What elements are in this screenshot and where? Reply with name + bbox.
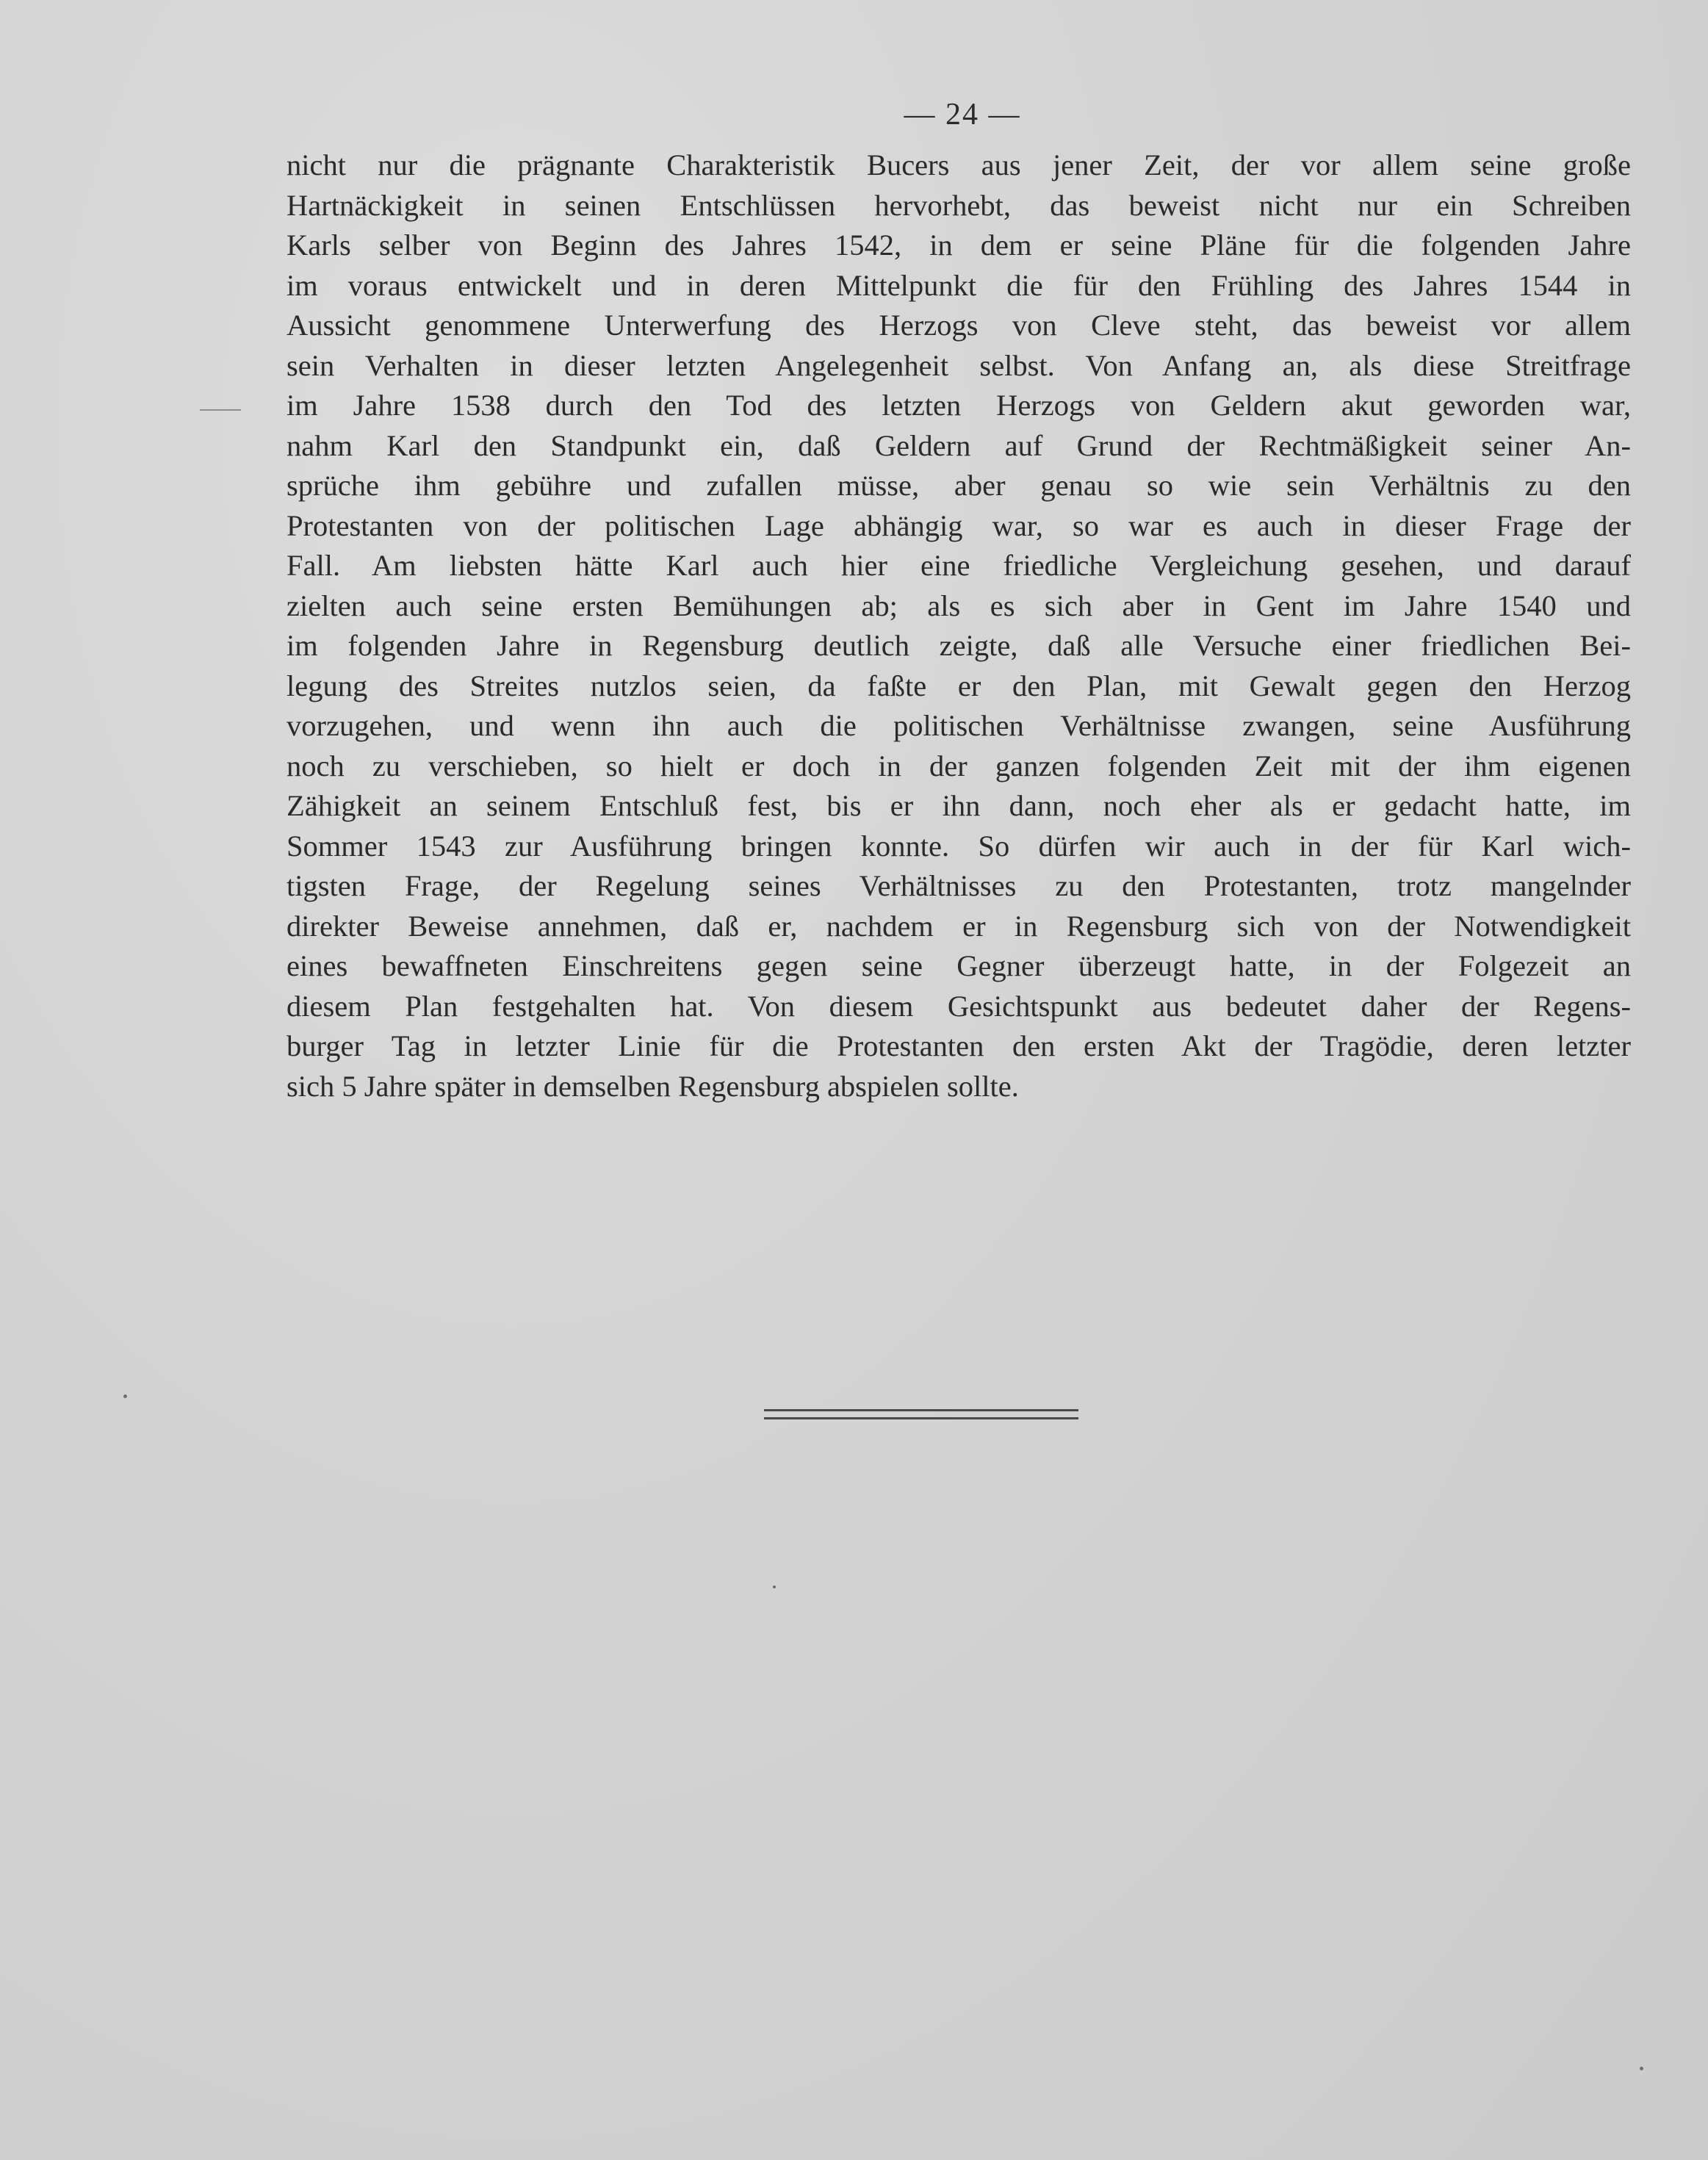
- text-line: Hartnäckigkeit in seinen Entschlüssen hervorhebt, das beweist nicht nur ein Schreiben: [287, 188, 1631, 222]
- scan-speck: [1640, 2067, 1643, 2070]
- text-line: nicht nur die prägnante Charakteristik Bucers aus jener Zeit, der vor allem seine große: [287, 148, 1631, 181]
- text-line: diesem Plan festgehalten hat. Von diesem Gesichtspunkt aus bedeutet daher der Regens-: [287, 989, 1631, 1023]
- text-line: im Jahre 1538 durch den Tod des letzten Herzogs von Geldern akut geworden war,: [287, 389, 1631, 422]
- text-line: legung des Streites nutzlos seien, da faßte er den Plan, mit Gewalt gegen den Herzog: [287, 669, 1631, 702]
- text-line: Sommer 1543 zur Ausführung bringen konnte. So dürfen wir auch in der für Karl wich-: [287, 829, 1631, 863]
- scan-speck: [123, 1394, 127, 1398]
- text-line: Protestanten von der politischen Lage abhängig war, so war es auch in dieser Frage der: [287, 508, 1631, 542]
- page-number: — 24 —: [904, 98, 1021, 132]
- text-line: im folgenden Jahre in Regensburg deutlich zeigte, daß alle Versuche einer friedlichen Bei-: [287, 629, 1631, 662]
- end-rule-bottom: [764, 1417, 1078, 1419]
- text-line: Aussicht genommene Unterwerfung des Herzogs von Cleve steht, das beweist vor allem: [287, 309, 1631, 342]
- text-line: eines bewaffneten Einschreitens gegen seine Gegner überzeugt hatte, in der Folgezeit an: [287, 949, 1631, 982]
- text-line: im voraus entwickelt und in deren Mittelpunkt die für den Frühling des Jahres 1544 in: [287, 268, 1631, 302]
- text-line: Zähigkeit an seinem Entschluß fest, bis er ihn dann, noch eher als er gedacht hatte, im: [287, 789, 1631, 822]
- text-line: tigsten Frage, der Regelung seines Verhältnisses zu den Protestanten, trotz mangelnder: [287, 869, 1631, 902]
- text-line: nahm Karl den Standpunkt ein, daß Geldern auf Grund der Rechtmäßigkeit seiner An-: [287, 428, 1631, 462]
- text-line: Karls selber von Beginn des Jahres 1542, in dem er seine Pläne für die folgenden Jahre: [287, 228, 1631, 262]
- text-line: Fall. Am liebsten hätte Karl auch hier eine friedliche Vergleichung gesehen, und darauf: [287, 549, 1631, 582]
- text-line: vorzugehen, und wenn ihn auch die politischen Verhältnisse zwangen, seine Ausführung: [287, 709, 1631, 742]
- scan-speck: [773, 1585, 776, 1588]
- text-line: sein Verhalten in dieser letzten Angelegenheit selbst. Von Anfang an, als diese Streitfrage: [287, 348, 1631, 382]
- margin-mark: [200, 409, 241, 411]
- text-line: burger Tag in letzter Linie für die Protestanten den ersten Akt der Tragödie, deren letzter: [287, 1029, 1631, 1062]
- body-text: [287, 145, 1631, 1106]
- text-line: zielten auch seine ersten Bemühungen ab; als es sich aber in Gent im Jahre 1540 und: [287, 588, 1631, 622]
- end-rule-top: [764, 1409, 1078, 1411]
- text-line-last: sich 5 Jahre später in demselben Regensburg abspielen sollte.: [287, 1069, 1019, 1103]
- text-line: sprüche ihm gebühre und zufallen müsse, aber genau so wie sein Verhältnis zu den: [287, 469, 1631, 502]
- text-line: direkter Beweise annehmen, daß er, nachdem er in Regensburg sich von der Notwendigkeit: [287, 909, 1631, 943]
- text-line: noch zu verschieben, so hielt er doch in der ganzen folgenden Zeit mit der ihm eigenen: [287, 749, 1631, 782]
